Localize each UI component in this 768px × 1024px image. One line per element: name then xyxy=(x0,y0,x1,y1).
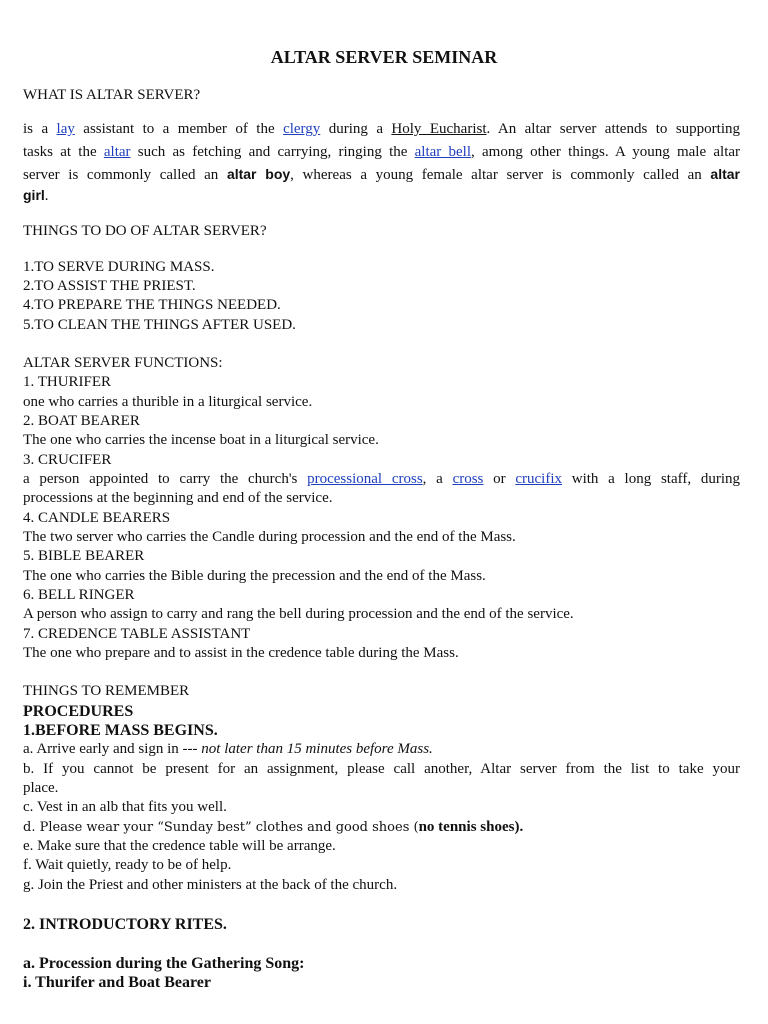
text-run: with a long staff, during xyxy=(562,471,740,487)
crucifix-link[interactable]: crucifix xyxy=(515,471,563,487)
text-run: server is commonly called an xyxy=(23,167,227,183)
before-mass-heading: 1.BEFORE MASS BEGINS. xyxy=(23,722,218,739)
function-description xyxy=(23,470,740,489)
what-heading: WHAT IS ALTAR SERVER? xyxy=(23,87,201,103)
functions-heading: ALTAR SERVER FUNCTIONS: xyxy=(23,355,223,371)
processional-cross-link[interactable]: processional cross xyxy=(307,471,423,487)
procedures-heading: PROCEDURES xyxy=(23,703,134,720)
text-run: tasks at the xyxy=(23,144,104,160)
function-title: 1. THURIFER xyxy=(23,374,112,390)
intro-line-2 xyxy=(23,143,740,162)
altar-girl-term-cont: girl xyxy=(23,187,45,203)
function-description: The two server who carries the Candle during procession and the end of the Mass. xyxy=(23,529,516,545)
thurifer-subheading: i. Thurifer and Boat Bearer xyxy=(23,974,211,991)
text-run: , among other things. A young male altar xyxy=(471,144,741,160)
text-run: a. Arrive early and sign in --- xyxy=(23,741,202,757)
altar-link[interactable]: altar xyxy=(103,144,131,160)
emphasis-text: no tennis shoes). xyxy=(418,819,524,835)
todo-item: 5.TO CLEAN THE THINGS AFTER USED. xyxy=(23,317,296,333)
function-title: 7. CREDENCE TABLE ASSISTANT xyxy=(23,626,251,642)
lay-link[interactable]: lay xyxy=(56,121,75,137)
intro-line-1 xyxy=(23,120,740,139)
remember-heading: THINGS TO REMEMBER xyxy=(23,683,190,699)
procedure-item-g: g. Join the Priest and other ministers at the back of the church. xyxy=(23,877,398,893)
todo-item: 1.TO SERVE DURING MASS. xyxy=(23,259,215,275)
emphasis-text: not later than 15 minutes before Mass. xyxy=(201,741,433,757)
todo-heading: THINGS TO DO OF ALTAR SERVER? xyxy=(23,223,267,239)
text-run: , a xyxy=(422,471,453,487)
intro-line-4 xyxy=(23,186,49,206)
todo-item: 2.TO ASSIST THE PRIEST. xyxy=(23,278,196,294)
text-run: during a xyxy=(320,121,392,137)
holy-eucharist-text: Holy Eucharist xyxy=(391,121,487,137)
procedure-item-c: c. Vest in an alb that fits you well. xyxy=(23,799,227,815)
altar-boy-term: altar boy xyxy=(226,166,291,182)
function-title: 3. CRUCIFER xyxy=(23,452,112,468)
procedure-item-e: e. Make sure that the credence table will be arrange. xyxy=(23,838,336,854)
document-title: ALTAR SERVER SEMINAR xyxy=(270,47,498,67)
procedure-item-d xyxy=(23,818,523,837)
todo-item: 4.TO PREPARE THE THINGS NEEDED. xyxy=(23,297,281,313)
text-run: or xyxy=(483,471,516,487)
function-description: The one who prepare and to assist in the credence table during the Mass. xyxy=(23,645,459,661)
text-run: . An altar server attends to supporting xyxy=(486,121,741,137)
text-run: , whereas a young female altar server is commonly called an xyxy=(290,167,711,183)
altar-girl-term: altar xyxy=(710,166,740,182)
intro-line-3 xyxy=(23,165,740,185)
text-run: assistant to a member of the xyxy=(74,121,284,137)
procedure-item-b-cont: place. xyxy=(23,780,59,796)
clergy-link[interactable]: clergy xyxy=(283,121,321,137)
procession-heading: a. Procession during the Gathering Song: xyxy=(23,955,305,972)
function-description-cont: processions at the beginning and end of the service. xyxy=(23,490,333,506)
procedure-item-a xyxy=(23,740,433,759)
function-description: The one who carries the incense boat in a liturgical service. xyxy=(23,432,379,448)
text-run: a person appointed to carry the church's xyxy=(23,471,308,487)
procedure-item-f: f. Wait quietly, ready to be of help. xyxy=(23,857,232,873)
function-description: one who carries a thurible in a liturgical service. xyxy=(23,394,313,410)
function-title: 2. BOAT BEARER xyxy=(23,413,140,429)
function-description: A person who assign to carry and rang the bell during procession and the end of the service. xyxy=(23,606,574,622)
function-title: 6. BELL RINGER xyxy=(23,587,135,603)
text-run: is a xyxy=(23,121,57,137)
text-run: . xyxy=(44,188,49,204)
text-run: d. Please wear your “Sunday best” clothes and good shoes ( xyxy=(23,820,419,835)
altar-bell-link[interactable]: altar bell xyxy=(414,144,472,160)
text-run: such as fetching and carrying, ringing the xyxy=(130,144,415,160)
intro-rites-heading: 2. INTRODUCTORY RITES. xyxy=(23,916,227,933)
procedure-item-b: b. If you cannot be present for an assignment, please call another, Altar server from the list to take your xyxy=(23,761,740,777)
function-title: 4. CANDLE BEARERS xyxy=(23,510,171,526)
function-description: The one who carries the Bible during the precession and the end of the Mass. xyxy=(23,568,486,584)
function-title: 5. BIBLE BEARER xyxy=(23,548,145,564)
cross-link[interactable]: cross xyxy=(452,471,484,487)
